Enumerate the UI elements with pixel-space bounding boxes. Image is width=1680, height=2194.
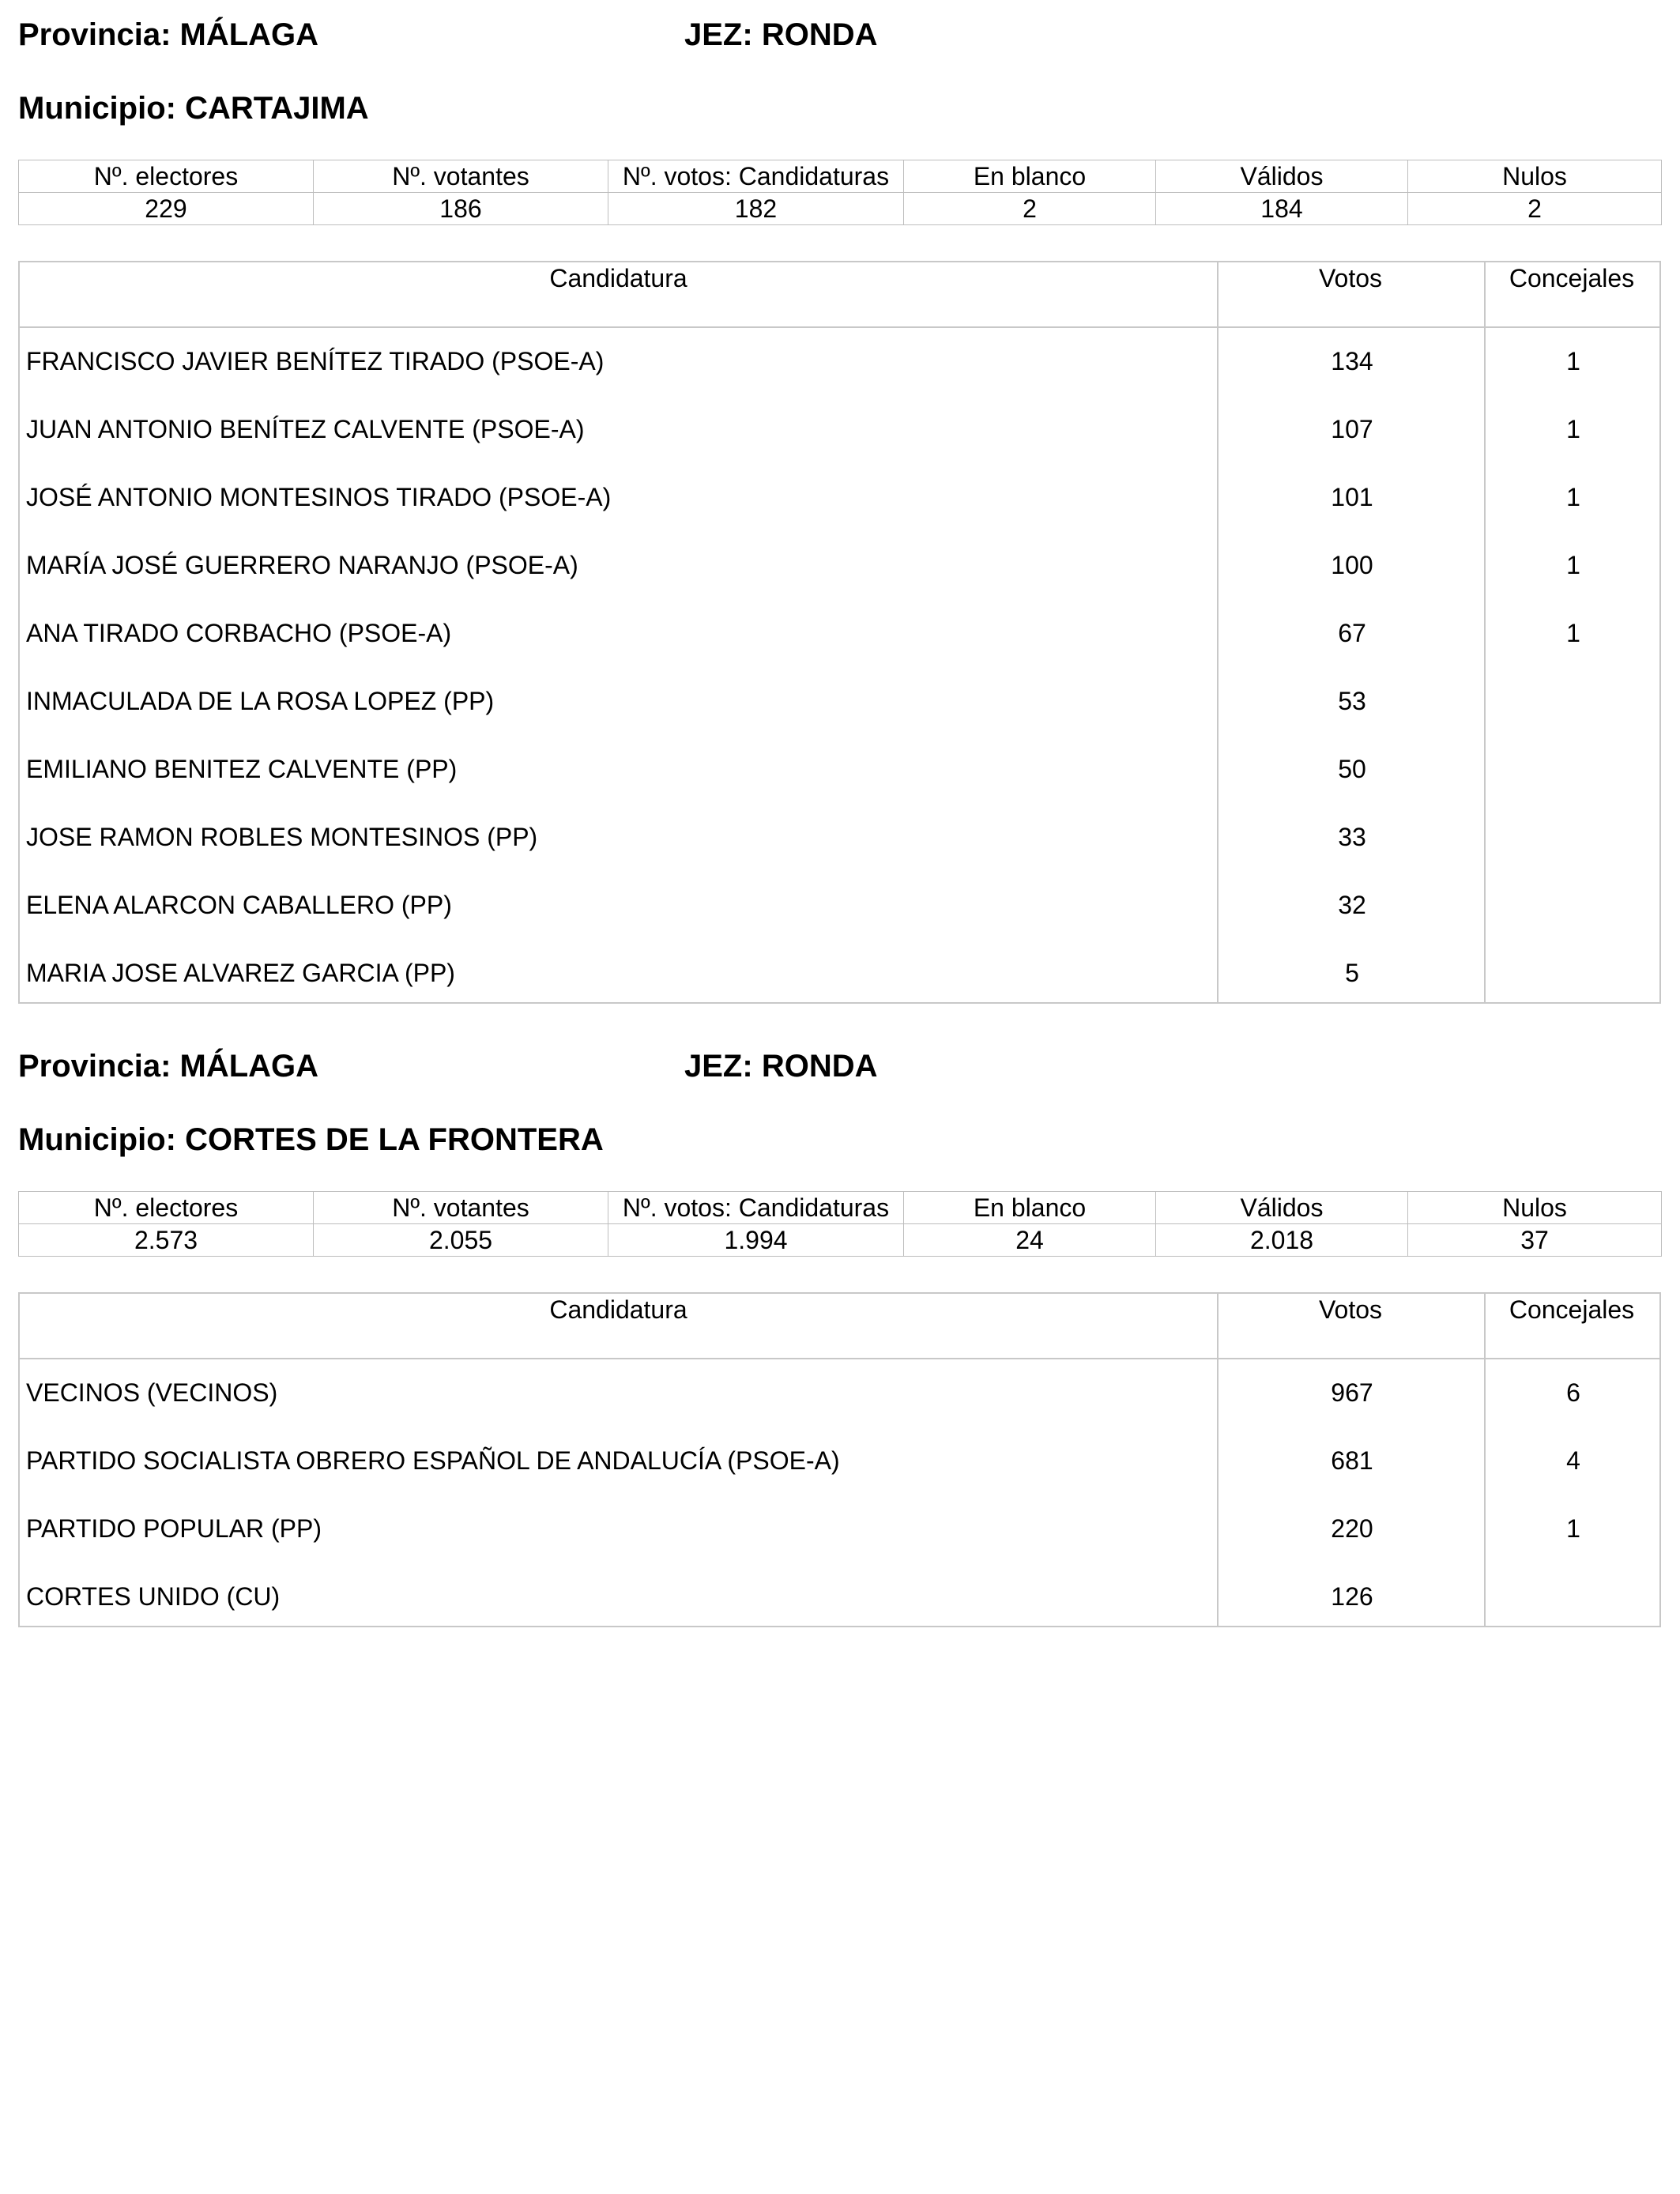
candidate-row: [20, 742, 1659, 810]
candidate-name: FRANCISCO JAVIER BENÍTEZ TIRADO (PSOE-A): [26, 347, 605, 375]
summary-value: 37: [1408, 1224, 1662, 1257]
candidate-votos: 220: [1331, 1514, 1373, 1543]
municipio-line: [18, 91, 369, 126]
candidate-row: [20, 402, 1659, 470]
candidate-votos: 53: [1338, 687, 1366, 715]
summary-value: 24: [904, 1224, 1156, 1257]
summary-header: Nº. votos: Candidaturas: [608, 1192, 904, 1224]
col-votos: Votos: [1318, 264, 1383, 292]
summary-value: 2.055: [314, 1224, 608, 1257]
summary-header: Nº. votantes: [314, 160, 608, 193]
summary-value: 2: [1408, 193, 1662, 225]
candidate-concejales: 1: [1566, 619, 1580, 647]
candidate-concejales: 1: [1566, 1514, 1580, 1543]
candidate-concejales: 1: [1566, 483, 1580, 511]
summary-header: Válidos: [1156, 160, 1408, 193]
col-candidatura: Candidatura: [549, 1295, 687, 1324]
provincia-label: Provincia:: [18, 17, 171, 52]
provincia-line: [18, 1049, 878, 1084]
summary-header: Válidos: [1156, 1192, 1408, 1224]
candidates-table: [18, 1292, 1661, 1627]
summary-value: 186: [314, 193, 608, 225]
summary-value: 2.018: [1156, 1224, 1408, 1257]
candidate-name: JOSE RAMON ROBLES MONTESINOS (PP): [26, 823, 538, 851]
jez-value: RONDA: [761, 1049, 878, 1084]
candidate-votos: 33: [1338, 823, 1366, 851]
candidate-row: [20, 470, 1659, 538]
jez-label: JEZ:: [684, 1049, 753, 1084]
candidate-name: ANA TIRADO CORBACHO (PSOE-A): [26, 619, 452, 647]
candidate-name: PARTIDO POPULAR (PP): [26, 1514, 322, 1543]
municipio-label: Municipio:: [18, 91, 176, 126]
summary-header-row: [19, 160, 1662, 193]
candidate-votos: 126: [1331, 1582, 1373, 1611]
candidate-row: [20, 538, 1659, 606]
candidate-votos: 5: [1345, 959, 1359, 987]
candidate-concejales: 6: [1566, 1378, 1580, 1407]
provincia-line: [18, 17, 878, 53]
municipio-value: CARTAJIMA: [185, 91, 369, 126]
summary-header-row: [19, 1192, 1662, 1224]
candidate-votos: 32: [1338, 891, 1366, 919]
candidate-concejales: 1: [1566, 415, 1580, 443]
candidate-votos: 50: [1338, 755, 1366, 783]
summary-table: [18, 1191, 1662, 1257]
candidate-votos: 967: [1331, 1378, 1373, 1407]
candidate-name: MARÍA JOSÉ GUERRERO NARANJO (PSOE-A): [26, 551, 578, 579]
jez-label: JEZ:: [684, 17, 753, 52]
candidate-votos: 134: [1331, 347, 1373, 375]
candidate-name: EMILIANO BENITEZ CALVENTE (PP): [26, 755, 458, 783]
summary-value: 2: [904, 193, 1156, 225]
summary-value-row: [19, 193, 1662, 225]
candidate-row: [20, 810, 1659, 878]
candidate-name: VECINOS (VECINOS): [26, 1378, 278, 1407]
candidate-votos: 67: [1338, 619, 1366, 647]
summary-header: En blanco: [904, 160, 1156, 193]
candidate-row: [20, 606, 1659, 674]
provincia-value: MÁLAGA: [179, 1049, 319, 1084]
col-concejales: Concejales: [1509, 1295, 1635, 1324]
candidate-row: [20, 674, 1659, 742]
candidate-concejales: 1: [1566, 551, 1580, 579]
candidate-concejales: 1: [1566, 347, 1580, 375]
summary-value-row: [19, 1224, 1662, 1257]
jez-value: RONDA: [761, 17, 878, 52]
provincia-label: Provincia:: [18, 1049, 171, 1084]
col-votos: Votos: [1318, 1295, 1383, 1324]
municipio-line: [18, 1122, 604, 1158]
candidate-name: JOSÉ ANTONIO MONTESINOS TIRADO (PSOE-A): [26, 483, 612, 511]
candidates-header: [20, 262, 1659, 328]
summary-header: Nulos: [1408, 160, 1662, 193]
candidate-votos: 681: [1331, 1446, 1373, 1475]
candidate-name: CORTES UNIDO (CU): [26, 1582, 281, 1611]
summary-header: Nº. electores: [19, 160, 314, 193]
summary-value: 1.994: [608, 1224, 904, 1257]
municipio-label: Municipio:: [18, 1122, 176, 1157]
candidate-name: PARTIDO SOCIALISTA OBRERO ESPAÑOL DE ANDALUCÍA (PSOE-A): [26, 1446, 840, 1475]
candidate-concejales: 4: [1566, 1446, 1580, 1475]
candidates-table: [18, 261, 1661, 1004]
candidate-row: [20, 1502, 1659, 1570]
summary-header: Nº. votantes: [314, 1192, 608, 1224]
candidate-row: [20, 946, 1659, 1014]
candidate-name: ELENA ALARCON CABALLERO (PP): [26, 891, 452, 919]
candidate-name: MARIA JOSE ALVAREZ GARCIA (PP): [26, 959, 455, 987]
jez-group: [684, 1049, 877, 1084]
municipio-value: CORTES DE LA FRONTERA: [185, 1122, 604, 1157]
candidate-row: [20, 1570, 1659, 1638]
col-candidatura: Candidatura: [549, 264, 687, 292]
summary-value: 229: [19, 193, 314, 225]
summary-value: 182: [608, 193, 904, 225]
col-concejales: Concejales: [1509, 264, 1635, 292]
summary-table: [18, 160, 1662, 225]
candidate-row: [20, 878, 1659, 946]
candidate-name: JUAN ANTONIO BENÍTEZ CALVENTE (PSOE-A): [26, 415, 585, 443]
summary-header: En blanco: [904, 1192, 1156, 1224]
candidate-name: INMACULADA DE LA ROSA LOPEZ (PP): [26, 687, 495, 715]
candidate-rows: [20, 328, 1659, 1014]
summary-header: Nulos: [1408, 1192, 1662, 1224]
candidate-row: [20, 1366, 1659, 1434]
candidate-row: [20, 334, 1659, 402]
summary-value: 2.573: [19, 1224, 314, 1257]
summary-header: Nº. electores: [19, 1192, 314, 1224]
provincia-value: MÁLAGA: [179, 17, 319, 52]
candidates-header: [20, 1294, 1659, 1359]
candidate-rows: [20, 1359, 1659, 1638]
candidate-row: [20, 1434, 1659, 1502]
jez-group: [684, 17, 877, 53]
candidate-votos: 101: [1331, 483, 1373, 511]
summary-header: Nº. votos: Candidaturas: [608, 160, 904, 193]
candidate-votos: 100: [1331, 551, 1373, 579]
summary-value: 184: [1156, 193, 1408, 225]
candidate-votos: 107: [1331, 415, 1373, 443]
